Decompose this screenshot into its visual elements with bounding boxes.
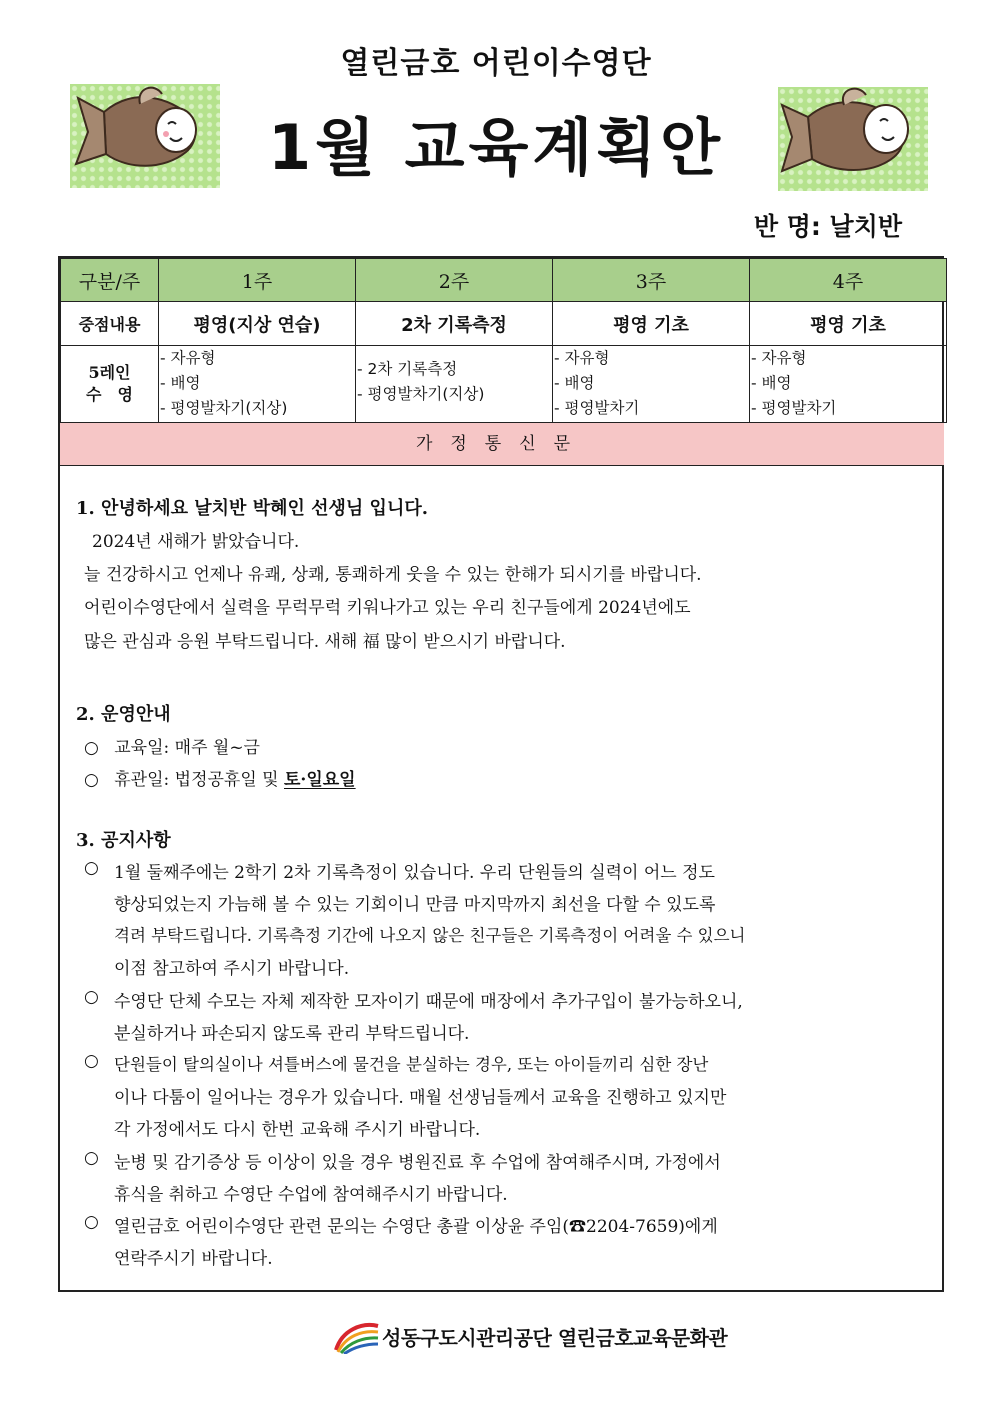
section-2-item-2 [84, 765, 356, 790]
footer-organization: 성동구도시관리공단 열린금호교육문화관 [382, 1325, 728, 1350]
list-item: - 2차 기록측정 [357, 360, 458, 378]
lane-row-label [61, 346, 159, 423]
list-item: - 평영발차기(지상) [160, 399, 288, 417]
bullet-icon: ○ [84, 1212, 99, 1232]
notice-1-line-1: 1월 둘째주에는 2학기 2차 기록측정이 있습니다. 우리 단원들의 실력이 어느 정도 [114, 863, 715, 883]
closed-days-emphasis: 토·일요일 [284, 770, 356, 790]
section-3-title: 3. 공지사항 [76, 830, 171, 851]
flying-fish-icon [778, 87, 928, 191]
week-4-header: 4주 [750, 259, 947, 302]
lane-week-3 [553, 346, 750, 423]
section-1-line-4: 많은 관심과 응원 부탁드립니다. 새해 福 많이 받으시기 바랍니다. [84, 632, 566, 652]
focus-week-1: 평영(지상 연습) [159, 302, 356, 346]
table-header-row [61, 259, 947, 302]
list-item: - 자유형 [554, 349, 610, 367]
notice-1-line-2: 향상되었는지 가늠해 볼 수 있는 기회이니 만큼 마지막까지 최선을 다할 수 있도록 [114, 895, 716, 915]
class-name-label: 반 명: 날치반 [753, 212, 902, 241]
bullet-icon: ○ [84, 858, 99, 878]
focus-row [61, 302, 947, 346]
section-2-title: 2. 운영안내 [76, 704, 171, 725]
list-item: - 평영발차기(지상) [357, 385, 485, 403]
focus-week-3: 평영 기초 [553, 302, 750, 346]
section-2-item-1 [84, 733, 260, 758]
rainbow-logo-icon [332, 1318, 380, 1354]
lane-week-4 [750, 346, 947, 423]
item-text: 휴관일: 법정공휴일 및 [114, 770, 284, 790]
bullet-icon: ○ [84, 770, 99, 790]
notice-4-line-1: 눈병 및 감기증상 등 이상이 있을 경우 병원진료 후 수업에 참여해주시며, 가정에서 [114, 1153, 721, 1173]
lane-label-line-1: 5레인 [88, 363, 131, 382]
notice-5-line-2: 연락주시기 바랍니다. [114, 1249, 273, 1269]
lane-week-1 [159, 346, 356, 423]
notice-4-line-2: 휴식을 취하고 수영단 수업에 참여해주시기 바랍니다. [114, 1185, 508, 1205]
list-item: - 평영발차기 [751, 399, 837, 417]
bullet-icon: ○ [84, 987, 99, 1007]
notice-1-line-3: 격려 부탁드립니다. 기록측정 기간에 나오지 않은 친구들은 기록측정이 어려울 수 있으니 [114, 926, 746, 945]
notice-3-line-2: 이나 다툼이 일어나는 경우가 있습니다. 매월 선생님들께서 교육을 진행하고 있지만 [114, 1088, 727, 1108]
corner-header: 구분/주 [61, 259, 159, 302]
notice-3-line-3: 각 가정에서도 다시 한번 교육해 주시기 바랍니다. [114, 1120, 481, 1140]
week-1-header: 1주 [159, 259, 356, 302]
focus-week-2: 2차 기록측정 [356, 302, 553, 346]
list-item: - 배영 [160, 374, 201, 392]
list-item: - 배영 [554, 374, 595, 392]
week-3-header: 3주 [553, 259, 750, 302]
flying-fish-illustration-right [778, 87, 928, 191]
weekly-plan-table [60, 258, 947, 423]
footer-logo [332, 1316, 727, 1356]
notice-3-line-1: 단원들이 탈의실이나 셔틀버스에 물건을 분실하는 경우, 또는 아이들끼리 심한 장난 [114, 1055, 709, 1074]
section-1-line-2: 늘 건강하시고 언제나 유쾌, 상쾌, 통쾌하게 웃을 수 있는 한해가 되시기를 바랍니다. [84, 565, 702, 585]
notice-2-line-1: 수영단 단체 수모는 자체 제작한 모자이기 때문에 매장에서 추가구입이 불가능하오니, [114, 992, 743, 1012]
notice-2-line-2: 분실하거나 파손되지 않도록 관리 부탁드립니다. [114, 1024, 470, 1044]
list-item: - 자유형 [751, 349, 807, 367]
section-1-line-3: 어린이수영단에서 실력을 무럭무럭 키워나가고 있는 우리 친구들에게 2024년에도 [84, 598, 691, 618]
list-item: - 자유형 [160, 349, 216, 367]
bullet-icon: ○ [84, 1051, 99, 1071]
item-text: 교육일: 매주 월~금 [114, 738, 260, 758]
list-item: - 배영 [751, 374, 792, 392]
page-subtitle: 열린금호 어린이수영단 [340, 46, 652, 81]
lane-week-2 [356, 346, 553, 423]
bullet-icon: ○ [84, 1148, 99, 1168]
notice-1-line-4: 이점 참고하여 주시기 바랍니다. [114, 959, 350, 979]
newsletter-banner: 가정통신문 [60, 422, 944, 466]
lane-row [61, 346, 947, 423]
lane-label-line-2: 수 영 [86, 385, 133, 404]
section-1-title: 1. 안녕하세요 날치반 박혜인 선생님 입니다. [76, 498, 428, 519]
week-2-header: 2주 [356, 259, 553, 302]
notice-5-line-1: 열린금호 어린이수영단 관련 문의는 수영단 총괄 이상윤 주임(☎2204-7659)에게 [114, 1217, 718, 1237]
bullet-icon: ○ [84, 738, 99, 758]
section-1-line-1: 2024년 새해가 밝았습니다. [92, 532, 300, 552]
page-title: 1월 교육계획안 [267, 111, 725, 184]
list-item: - 평영발차기 [554, 399, 640, 417]
focus-row-label: 중점내용 [61, 302, 159, 346]
focus-week-4: 평영 기초 [750, 302, 947, 346]
